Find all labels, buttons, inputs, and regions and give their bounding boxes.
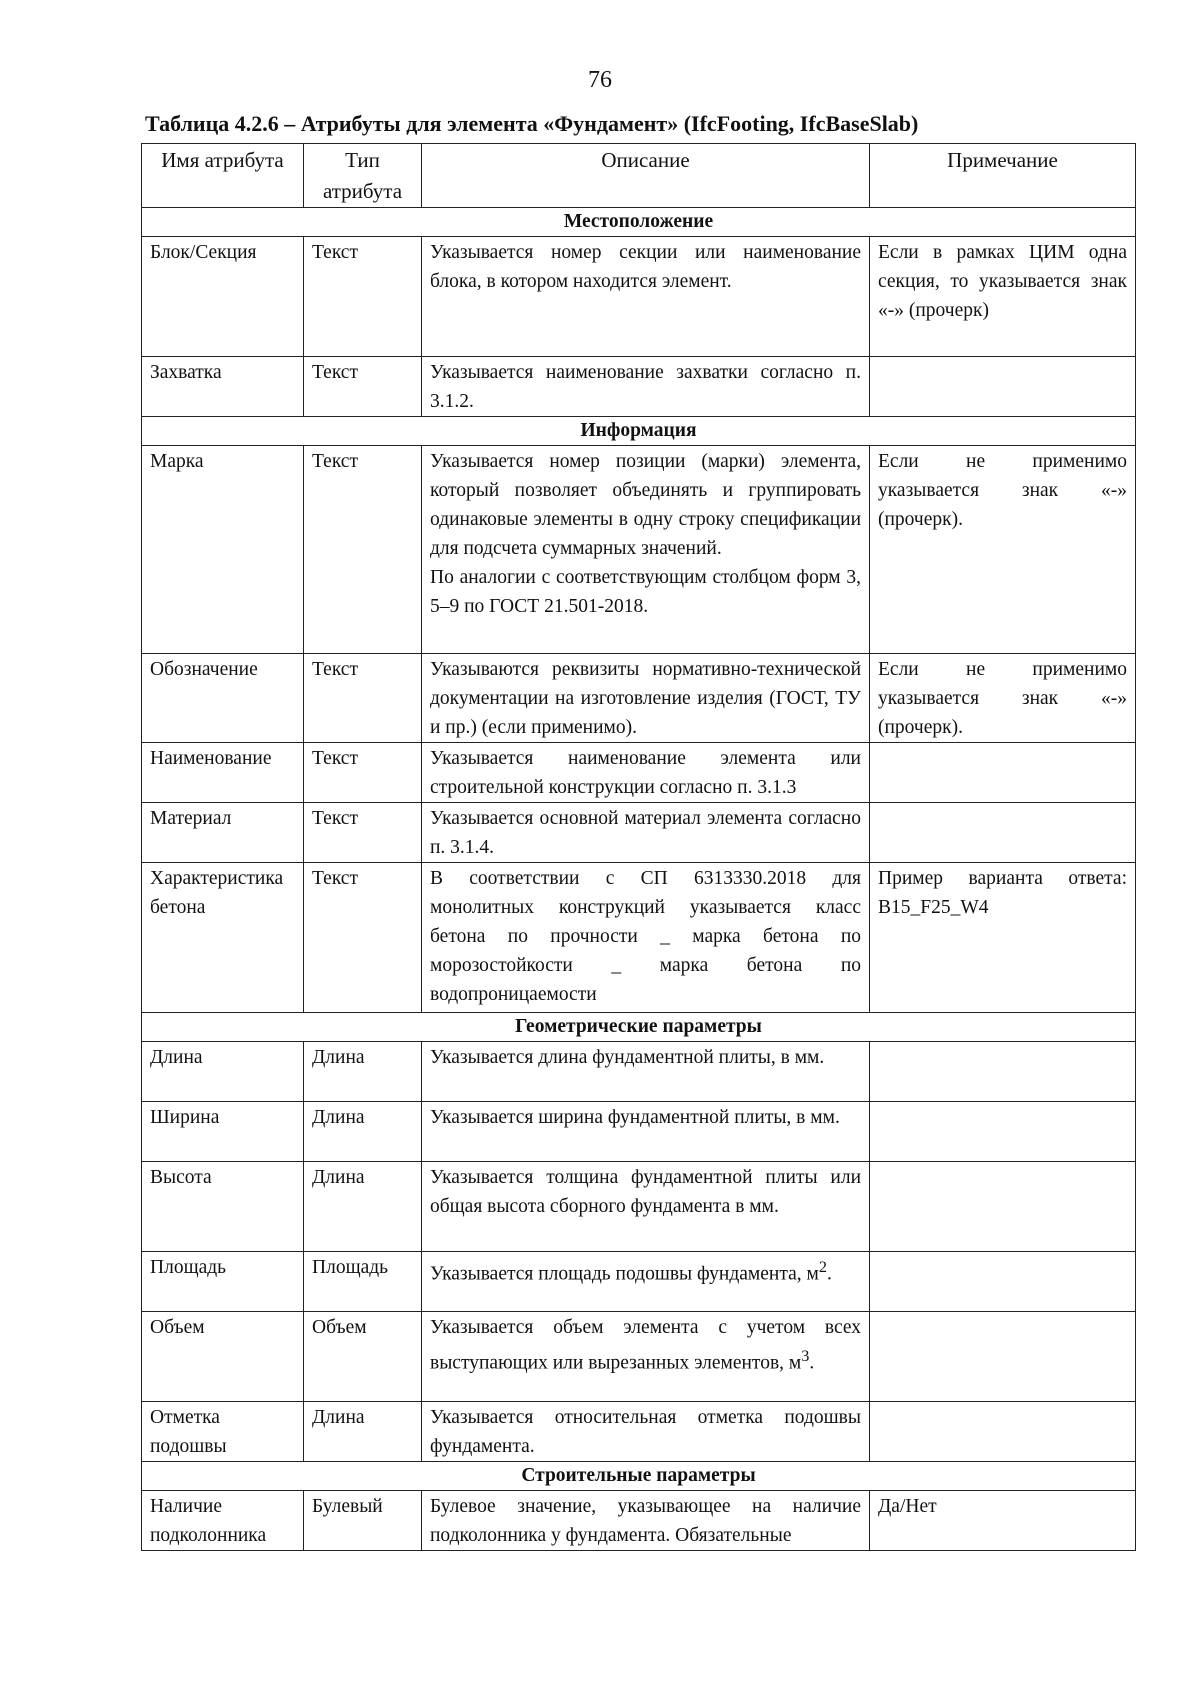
attribute-type: Текст	[304, 803, 422, 863]
header-note: Примечание	[870, 144, 1136, 208]
attribute-note	[870, 1102, 1136, 1162]
attribute-type: Текст	[304, 446, 422, 654]
attribute-description: Указывается толщина фундаментной плиты или общая высота сборного фундамента в мм.	[422, 1162, 870, 1252]
attribute-name: Захватка	[142, 357, 304, 417]
attribute-type: Длина	[304, 1402, 422, 1462]
attribute-note: Если не применимо указывается знак «-» (прочерк).	[870, 446, 1136, 654]
description-text: Указывается объем элемента с учетом всех выступающих или вырезанных элементов, м	[430, 1317, 861, 1374]
attribute-name: Высота	[142, 1162, 304, 1252]
table-title: Таблица 4.2.6 – Атрибуты для элемента «Фундамент» (IfcFooting, IfcBaseSlab)	[145, 111, 919, 136]
section-row	[142, 208, 1136, 237]
attribute-name: Обозначение	[142, 654, 304, 743]
attribute-name: Марка	[142, 446, 304, 654]
attribute-type: Текст	[304, 357, 422, 417]
attribute-description	[422, 446, 870, 654]
attribute-description: Указываются реквизиты нормативно-технической документации на изготовление изделия (ГОСТ, ТУ и пр.) (если применимо).	[422, 654, 870, 743]
attribute-name: Площадь	[142, 1252, 304, 1312]
attribute-name: Блок/Секция	[142, 237, 304, 357]
table-row	[142, 863, 1136, 1013]
table-row	[142, 654, 1136, 743]
description-paragraph: По аналогии с соответствующим столбцом форм 3, 5–9 по ГОСТ 21.501-2018.	[430, 567, 861, 617]
attribute-note: Если в рамках ЦИМ одна секция, то указывается знак «-» (прочерк)	[870, 237, 1136, 357]
table-row	[142, 1252, 1136, 1312]
attribute-name: Материал	[142, 803, 304, 863]
attribute-description: Указывается ширина фундаментной плиты, в мм.	[422, 1102, 870, 1162]
description-tail: .	[809, 1352, 815, 1374]
table-row	[142, 743, 1136, 803]
description-tail: .	[827, 1263, 832, 1285]
superscript: 3	[801, 1347, 810, 1365]
section-title-geometry: Геометрические параметры	[142, 1013, 1136, 1042]
attribute-note: Да/Нет	[870, 1491, 1136, 1551]
attribute-description	[422, 1312, 870, 1402]
attribute-note	[870, 1312, 1136, 1402]
table-row	[142, 1312, 1136, 1402]
attribute-note	[870, 1162, 1136, 1252]
attribute-type: Длина	[304, 1042, 422, 1102]
header-description: Описание	[422, 144, 870, 208]
table-row	[142, 1402, 1136, 1462]
attributes-table	[141, 143, 1136, 1551]
attribute-type: Объем	[304, 1312, 422, 1402]
attribute-note	[870, 1042, 1136, 1102]
header-attribute-name: Имя атрибута	[142, 144, 304, 208]
attribute-note: Если не применимо указывается знак «-» (прочерк).	[870, 654, 1136, 743]
attribute-description: Булевое значение, указывающее на наличие подколонника у фундамента. Обязательные	[422, 1491, 870, 1551]
section-row	[142, 1462, 1136, 1491]
attribute-type: Текст	[304, 863, 422, 1013]
attribute-note	[870, 1252, 1136, 1312]
attribute-description: Указывается относительная отметка подошвы фундамента.	[422, 1402, 870, 1462]
attribute-description: Указывается длина фундаментной плиты, в мм.	[422, 1042, 870, 1102]
table-row	[142, 357, 1136, 417]
attribute-name: Характеристика бетона	[142, 863, 304, 1013]
attribute-description: Указывается наименование элемента или строительной конструкции согласно п. 3.1.3	[422, 743, 870, 803]
attribute-name: Наличие подколонника	[142, 1491, 304, 1551]
attribute-name: Отметка подошвы	[142, 1402, 304, 1462]
section-title-location: Местоположение	[142, 208, 1136, 237]
attribute-name: Ширина	[142, 1102, 304, 1162]
attribute-type: Длина	[304, 1102, 422, 1162]
attribute-name: Наименование	[142, 743, 304, 803]
description-paragraph: Указывается номер позиции (марки) элемента, который позволяет объединять и группировать одинаковые элементы в одну строку спецификации для подсчета суммарных значений.	[430, 451, 861, 559]
table-row	[142, 446, 1136, 654]
attribute-name: Длина	[142, 1042, 304, 1102]
attribute-description: Указывается основной материал элемента согласно п. 3.1.4.	[422, 803, 870, 863]
attribute-description: Указывается наименование захватки согласно п. 3.1.2.	[422, 357, 870, 417]
table-row	[142, 237, 1136, 357]
attribute-note: Пример варианта ответа: B15_F25_W4	[870, 863, 1136, 1013]
section-row	[142, 417, 1136, 446]
table-row	[142, 1491, 1136, 1551]
page-number: 76	[588, 67, 612, 93]
attribute-note	[870, 1402, 1136, 1462]
section-title-construction: Строительные параметры	[142, 1462, 1136, 1491]
attribute-note	[870, 803, 1136, 863]
description-text: Указывается площадь подошвы фундамента, м	[430, 1263, 819, 1285]
attribute-type: Площадь	[304, 1252, 422, 1312]
attribute-description: Указывается номер секции или наименование блока, в котором находится элемент.	[422, 237, 870, 357]
section-title-info: Информация	[142, 417, 1136, 446]
attribute-type: Длина	[304, 1162, 422, 1252]
superscript: 2	[818, 1258, 827, 1276]
attribute-note	[870, 357, 1136, 417]
header-attribute-type: Тип атрибута	[304, 144, 422, 208]
attribute-name: Объем	[142, 1312, 304, 1402]
attribute-type: Булевый	[304, 1491, 422, 1551]
attribute-description	[422, 1252, 870, 1312]
attribute-note	[870, 743, 1136, 803]
table-row	[142, 1162, 1136, 1252]
section-row	[142, 1013, 1136, 1042]
attribute-type: Текст	[304, 654, 422, 743]
table-row	[142, 803, 1136, 863]
attribute-type: Текст	[304, 743, 422, 803]
table-row	[142, 1042, 1136, 1102]
table-header-row	[142, 144, 1136, 208]
table-row	[142, 1102, 1136, 1162]
attribute-type: Текст	[304, 237, 422, 357]
attribute-description: В соответствии с СП 6313330.2018 для монолитных конструкций указывается класс бетона по прочности _ марка бетона по морозостойкости _ марка бетона по водопроницаемости	[422, 863, 870, 1013]
